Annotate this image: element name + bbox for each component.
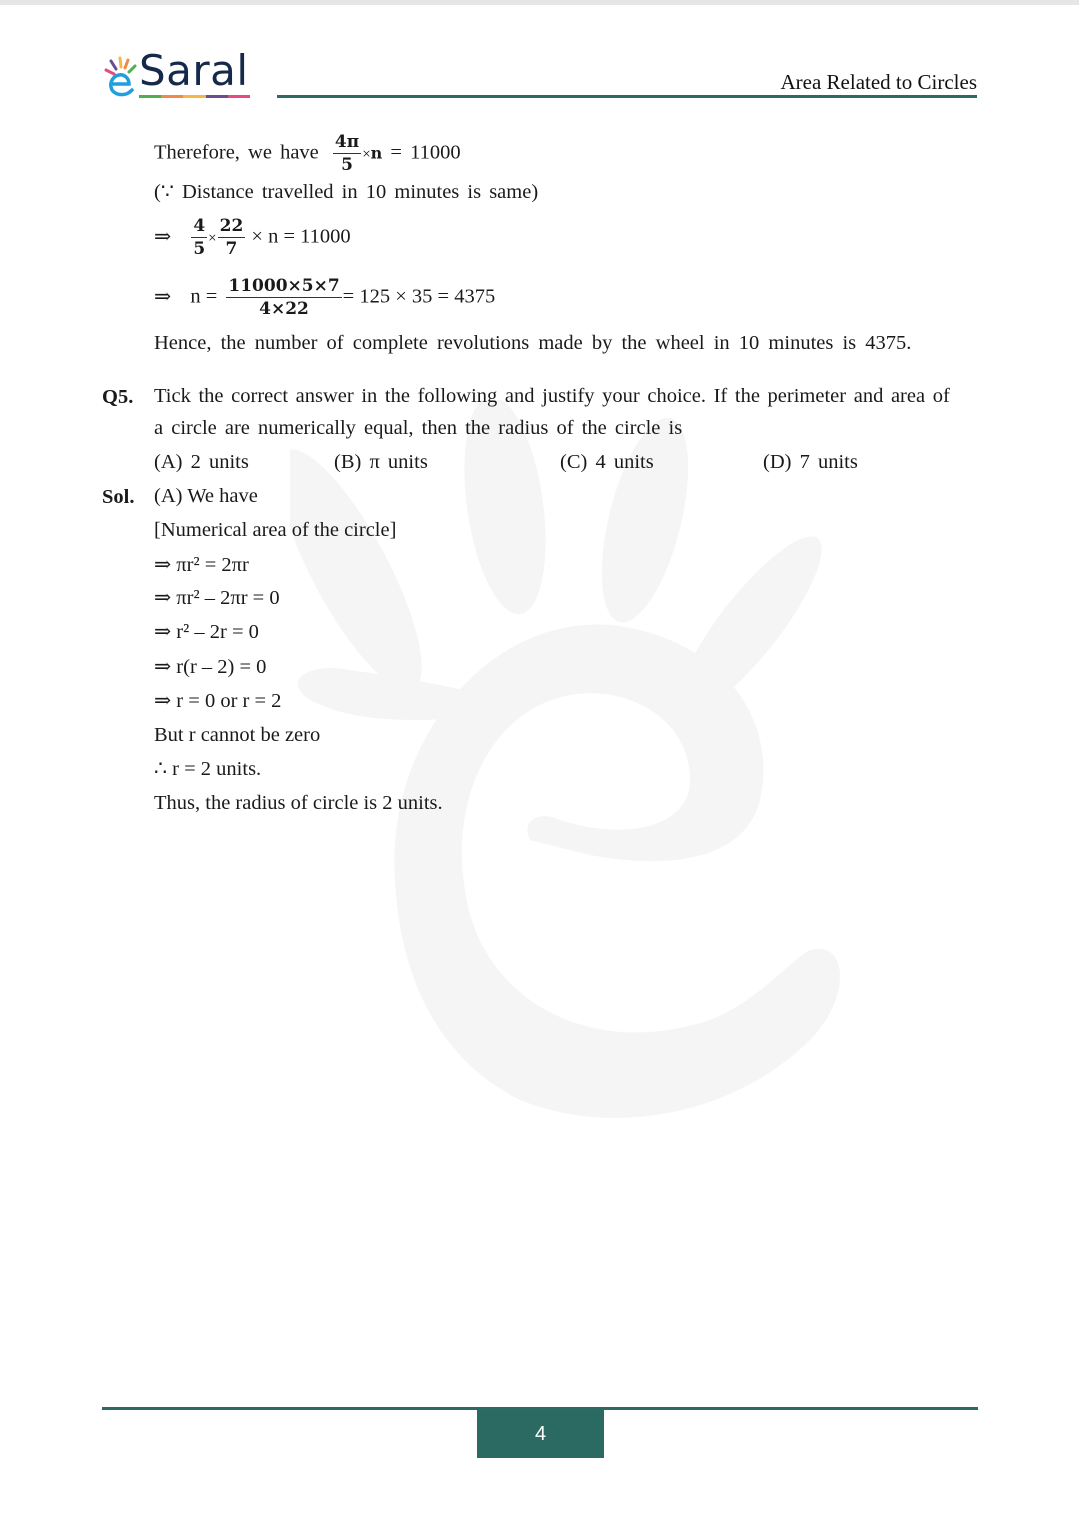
question-number: Q5.	[102, 386, 134, 408]
implies-symbol: ⇒	[154, 285, 172, 308]
solution-line: ⇒ πr² – 2πr = 0	[154, 587, 280, 609]
numerator: 4π	[334, 132, 360, 152]
fraction	[226, 278, 341, 318]
denominator: 5	[341, 155, 353, 175]
solution-line: But r cannot be zero	[154, 724, 321, 746]
text: × n = 11000	[251, 225, 351, 248]
question-text-line-1: Tick the correct answer in the following and justify your choice. If the perimeter and area of	[154, 385, 950, 407]
option-d: (D) 7 units	[763, 451, 858, 473]
conclusion-line: Hence, the number of complete revolutions made by the wheel in 10 minutes is 4375.	[154, 332, 912, 354]
solution-label: Sol.	[102, 486, 135, 508]
logo-color-stripe	[139, 95, 250, 98]
fraction	[218, 218, 246, 258]
hand-e-logo-icon	[102, 56, 140, 98]
option-a: (A) 2 units	[154, 451, 249, 473]
text: Therefore, we have	[154, 141, 319, 164]
solution-line: ⇒ r = 0 or r = 2	[154, 690, 282, 712]
solution-line: ⇒ r(r – 2) = 0	[154, 656, 267, 678]
chapter-title: Area Related to Circles	[780, 70, 977, 94]
solution-line: [Numerical area of the circle]	[154, 519, 397, 541]
solution-line: ⇒ πr² = 2πr	[154, 554, 249, 576]
denominator: 5	[193, 239, 206, 259]
solution-line: ∴ r = 2 units.	[154, 758, 262, 780]
page-number: 4	[477, 1410, 604, 1458]
esaral-logo[interactable]	[102, 46, 252, 102]
solution-line: Thus, the radius of circle is 2 units.	[154, 792, 443, 814]
esaral-hand-watermark-icon	[290, 400, 870, 1160]
denominator: 4×22	[259, 299, 309, 319]
numerator: 4	[193, 216, 206, 236]
text: = 125 × 35 = 4375	[342, 285, 496, 308]
variable: n	[370, 143, 383, 163]
question-text-line-2: a circle are numerically equal, then the radius of the circle is	[154, 417, 683, 439]
solution-line: ⇒ r² – 2r = 0	[154, 621, 259, 643]
reason-line: (∵ Distance travelled in 10 minutes is same)	[154, 181, 539, 203]
numerator: 22	[219, 216, 244, 236]
denominator: 7	[225, 239, 238, 259]
header-divider	[277, 95, 977, 98]
text: = 11000	[390, 141, 461, 164]
top-border	[0, 0, 1079, 5]
equation-line-4	[154, 278, 495, 318]
logo-text: Saral	[139, 46, 249, 95]
numerator: 11000×5×7	[228, 276, 340, 296]
text: n =	[190, 285, 218, 308]
fraction	[333, 134, 361, 174]
solution-line: (A) We have	[154, 485, 258, 507]
option-b: (B) π units	[334, 451, 428, 473]
equation-line-3	[154, 218, 351, 258]
implies-symbol: ⇒	[154, 225, 172, 248]
option-c: (C) 4 units	[560, 451, 654, 473]
fraction	[191, 218, 207, 258]
times-symbol: ×	[208, 230, 217, 247]
equation-line-1	[154, 134, 461, 174]
times-symbol: ×	[362, 146, 371, 163]
